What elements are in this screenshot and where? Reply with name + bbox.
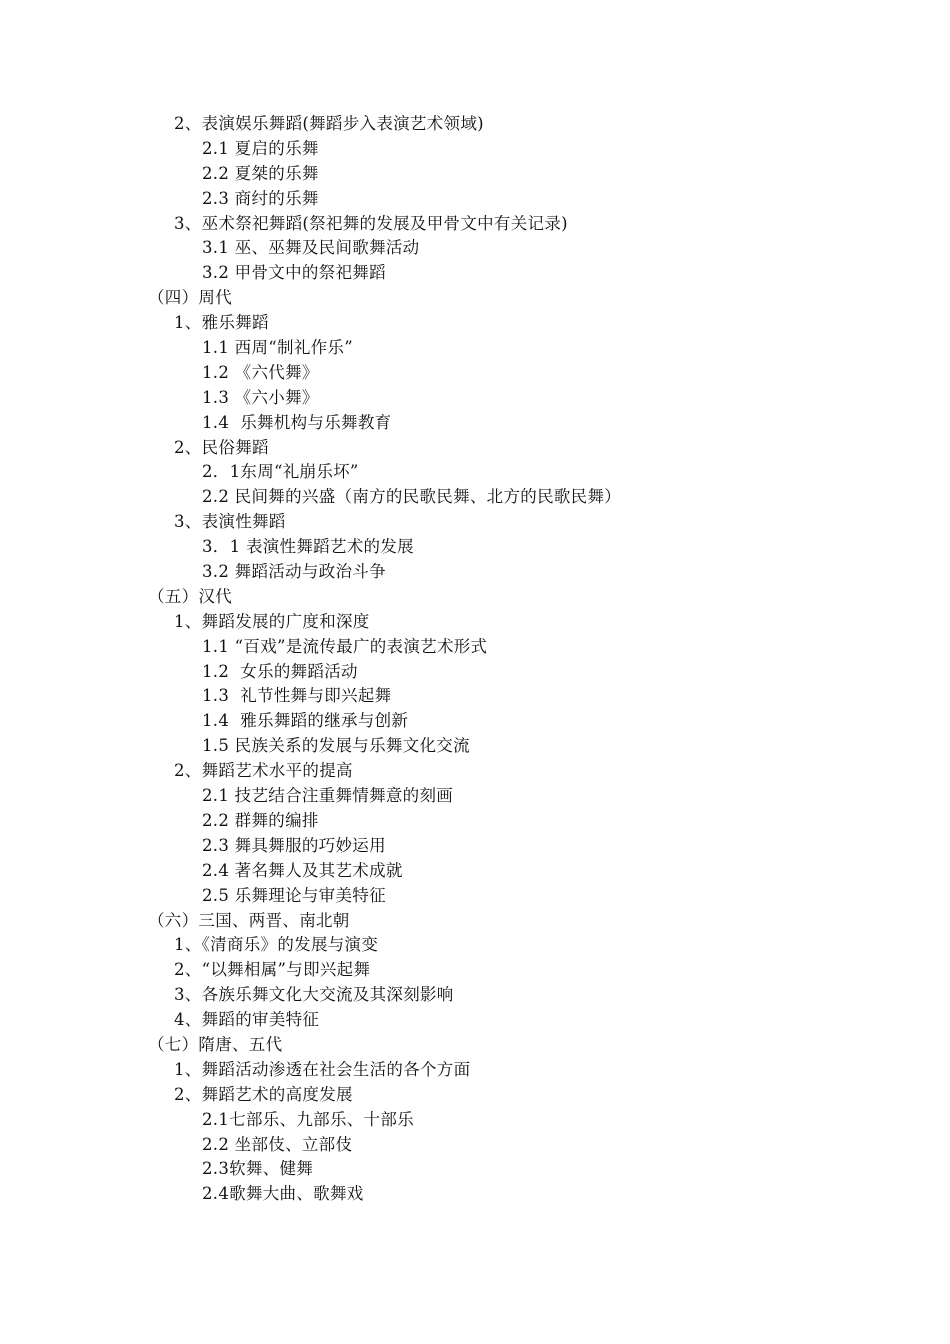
outline-item: 3、各族乐舞文化大交流及其深刻影响 [174, 985, 454, 1005]
outline-subitem: 1.3 《六小舞》 [202, 387, 319, 407]
outline-subitem: 1.3 礼节性舞与即兴起舞 [202, 686, 392, 706]
outline-subitem: 1.4 雅乐舞蹈的继承与创新 [202, 711, 409, 731]
outline-item: 3、表演性舞蹈 [174, 512, 286, 532]
outline-subitem: 2.3软舞、健舞 [202, 1159, 314, 1179]
outline-item: 2、“以舞相属”与即兴起舞 [174, 960, 371, 980]
outline-subitem: 1.1 西周“制礼作乐” [202, 338, 353, 358]
outline-subitem: 2.4 著名舞人及其艺术成就 [202, 860, 403, 880]
outline-item: 2、舞蹈艺术水平的提高 [174, 761, 353, 781]
outline-subitem: 2.4歌舞大曲、歌舞戏 [202, 1184, 364, 1204]
section-heading: （四）周代 [148, 288, 232, 308]
outline-subitem: 2．1东周“礼崩乐坏” [202, 462, 359, 482]
outline-item: 2、民俗舞蹈 [174, 437, 269, 457]
outline-subitem: 3．1 表演性舞蹈艺术的发展 [202, 537, 414, 557]
outline-item: 1、《清商乐》的发展与演变 [174, 935, 379, 955]
outline-subitem: 2.2 群舞的编排 [202, 810, 319, 830]
outline-subitem: 1.5 民族关系的发展与乐舞文化交流 [202, 736, 470, 756]
outline-subitem: 3.2 甲骨文中的祭祀舞蹈 [202, 263, 386, 283]
section-heading: （五）汉代 [148, 586, 232, 606]
outline-item: 4、舞蹈的审美特征 [174, 1010, 320, 1030]
outline-subitem: 2.1七部乐、九部乐、十部乐 [202, 1109, 414, 1129]
outline-item: 1、舞蹈发展的广度和深度 [174, 611, 370, 631]
outline-subitem: 2.2 夏桀的乐舞 [202, 163, 319, 183]
outline-subitem: 2.2 民间舞的兴盛（南方的民歌民舞、北方的民歌民舞） [202, 487, 622, 507]
outline-item: 2、表演娱乐舞蹈(舞蹈步入表演艺术领域) [174, 114, 484, 133]
outline-subitem: 2.5 乐舞理论与审美特征 [202, 885, 386, 905]
outline-subitem: 3.1 巫、巫舞及民间歌舞活动 [202, 238, 420, 258]
outline-subitem: 1.4 乐舞机构与乐舞教育 [202, 412, 392, 432]
outline-subitem: 2.3 商纣的乐舞 [202, 188, 319, 208]
section-heading: （六）三国、两晋、南北朝 [148, 910, 350, 930]
outline-subitem: 2.2 坐部伎、立部伎 [202, 1134, 353, 1154]
outline-subitem: 2.3 舞具舞服的巧妙运用 [202, 835, 386, 855]
outline-item: 2、舞蹈艺术的高度发展 [174, 1084, 353, 1104]
outline-item: 1、舞蹈活动渗透在社会生活的各个方面 [174, 1059, 471, 1079]
outline-item: 1、雅乐舞蹈 [174, 313, 269, 333]
document-outline [0, 112, 950, 1207]
outline-subitem: 2.1 技艺结合注重舞情舞意的刻画 [202, 786, 454, 806]
outline-subitem: 1.2 女乐的舞蹈活动 [202, 661, 358, 681]
outline-subitem: 1.2 《六代舞》 [202, 362, 319, 382]
outline-subitem: 2.1 夏启的乐舞 [202, 138, 319, 158]
outline-subitem: 3.2 舞蹈活动与政治斗争 [202, 562, 386, 582]
outline-subitem: 1.1 “百戏”是流传最广的表演艺术形式 [202, 636, 488, 656]
section-heading: （七）隋唐、五代 [148, 1034, 283, 1054]
outline-item: 3、巫术祭祀舞蹈(祭祀舞的发展及甲骨文中有关记录) [174, 213, 568, 233]
